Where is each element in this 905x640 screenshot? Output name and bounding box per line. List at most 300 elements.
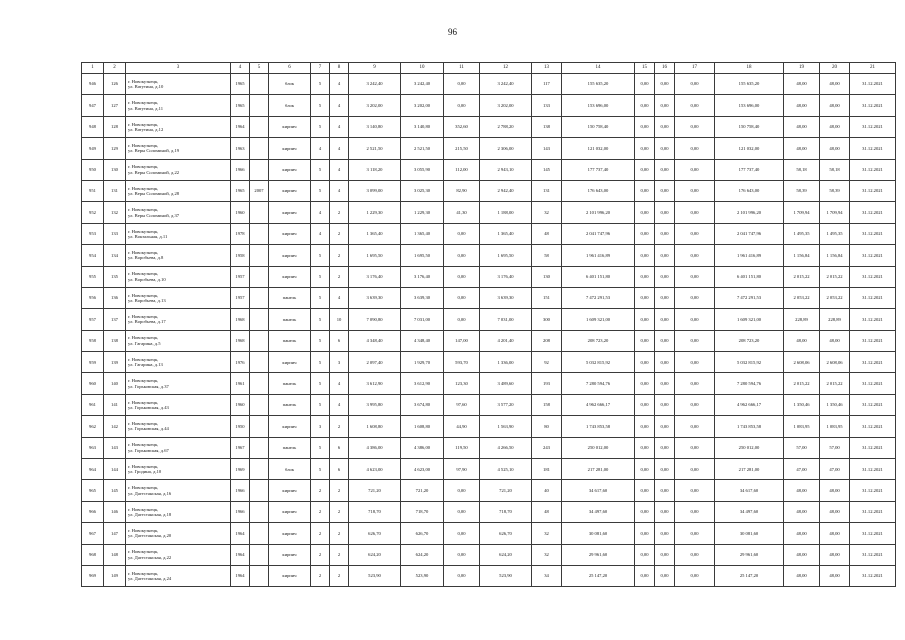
reconstruction-year-cell	[250, 159, 269, 180]
row-index-cell: 966	[82, 501, 104, 522]
residents-cell: 117	[532, 74, 562, 95]
fund-3-cell: 0,00	[675, 352, 715, 373]
unit-cost-cell: 1 709,94	[784, 202, 820, 223]
residential-area-cell: 1 188,00	[480, 202, 532, 223]
residents-cell: 34	[532, 565, 562, 586]
fund-3-cell: 0,00	[675, 523, 715, 544]
residential-area-cell: 1 563,90	[480, 416, 532, 437]
build-year-cell: 1969	[231, 459, 250, 480]
floors-cell: 4	[311, 202, 330, 223]
address-street: ул. Гагарина, д.5	[128, 340, 161, 346]
cost-cell: 29 961,60	[562, 544, 635, 565]
column-number-header: 19	[784, 63, 820, 74]
table-row	[82, 437, 896, 458]
wall-material-cell: кирпич	[269, 202, 311, 223]
unit-cost-cell: 2 015,22	[784, 266, 820, 287]
fund-1-cell: 0,00	[635, 394, 655, 415]
max-unit-cost-cell: 58,18	[820, 159, 850, 180]
fund-2-cell: 0,00	[655, 330, 675, 351]
reconstruction-year-cell	[250, 394, 269, 415]
object-number-cell: 130	[104, 159, 126, 180]
wall-material-cell: кирпич	[269, 501, 311, 522]
address-street: ул. Горьковская, д.44	[128, 426, 169, 432]
entrances-cell: 2	[330, 245, 349, 266]
object-number-cell: 143	[104, 437, 126, 458]
residential-area-cell: 2 942,40	[480, 180, 532, 201]
address-city: г. Новокузнецк,	[128, 527, 159, 533]
row-index-cell: 963	[82, 437, 104, 458]
reconstruction-year-cell	[250, 266, 269, 287]
address-cell	[126, 544, 231, 565]
total-cost-cell: 4 962 666,17	[715, 394, 784, 415]
residents-cell: 208	[532, 330, 562, 351]
fund-3-cell: 0,00	[675, 565, 715, 586]
fund-2-cell: 0,00	[655, 373, 675, 394]
address-street: ул. Веры Соломиной, д.37	[128, 212, 180, 218]
total-cost-cell: 153 696,00	[715, 95, 784, 116]
object-number-cell: 145	[104, 480, 126, 501]
column-number-header: 8	[330, 63, 349, 74]
cost-cell: 2 041 747,96	[562, 223, 635, 244]
fund-2-cell: 0,00	[655, 501, 675, 522]
object-number-cell: 136	[104, 287, 126, 308]
cost-cell: 155 635,20	[562, 74, 635, 95]
address-street: ул. Веры Соломиной, д.19	[128, 148, 180, 154]
row-index-cell: 962	[82, 416, 104, 437]
wall-material-cell: блок	[269, 74, 311, 95]
build-year-cell: 1976	[231, 352, 250, 373]
max-unit-cost-cell: 48,00	[820, 501, 850, 522]
reconstruction-year-cell	[250, 544, 269, 565]
cost-cell: 217 281,00	[562, 459, 635, 480]
unit-cost-cell: 1 495,35	[784, 223, 820, 244]
fund-2-cell: 0,00	[655, 416, 675, 437]
total-cost-cell: 5 032 815,92	[715, 352, 784, 373]
object-number-cell: 128	[104, 116, 126, 137]
residential-area-cell: 1 695,50	[480, 245, 532, 266]
page-number: 96	[448, 27, 457, 37]
plan-date-cell: 31.12.2021	[850, 416, 896, 437]
residential-area-cell: 1 336,00	[480, 352, 532, 373]
plan-date-cell: 31.12.2021	[850, 287, 896, 308]
entrances-cell: 4	[330, 138, 349, 159]
row-index-cell: 955	[82, 266, 104, 287]
entrances-cell: 2	[330, 501, 349, 522]
table-row	[82, 287, 896, 308]
max-unit-cost-cell: 1 083,95	[820, 416, 850, 437]
table-row	[82, 480, 896, 501]
non-residential-area-cell: 0,00	[444, 245, 480, 266]
fund-2-cell: 0,00	[655, 523, 675, 544]
table-row	[82, 394, 896, 415]
object-number-cell: 137	[104, 309, 126, 330]
entrances-cell: 6	[330, 437, 349, 458]
floors-cell: 5	[311, 180, 330, 201]
object-number-cell: 131	[104, 180, 126, 201]
max-unit-cost-cell: 2 015,22	[820, 266, 850, 287]
floors-cell: 2	[311, 480, 330, 501]
address-cell	[126, 287, 231, 308]
unit-cost-cell: 48,00	[784, 544, 820, 565]
plan-date-cell: 31.12.2021	[850, 245, 896, 266]
plan-date-cell: 31.12.2021	[850, 74, 896, 95]
fund-2-cell: 0,00	[655, 352, 675, 373]
area-cell: 7 031,00	[401, 309, 444, 330]
total-area-cell: 624,20	[349, 544, 401, 565]
total-cost-cell: 30 081,60	[715, 523, 784, 544]
entrances-cell: 2	[330, 202, 349, 223]
address-street: ул. Гродина, д.10	[128, 469, 162, 475]
max-unit-cost-cell: 1 350,46	[820, 394, 850, 415]
residential-area-cell: 2 943,10	[480, 159, 532, 180]
total-cost-cell: 2 041 747,96	[715, 223, 784, 244]
address-city: г. Новокузнецк,	[128, 335, 159, 341]
unit-cost-cell: 48,00	[784, 501, 820, 522]
column-number-header: 6	[269, 63, 311, 74]
total-area-cell: 3 242,40	[349, 74, 401, 95]
reconstruction-year-cell	[250, 459, 269, 480]
table-row	[82, 309, 896, 330]
address-street: ул. Веры Соломиной, д.22	[128, 169, 180, 175]
plan-date-cell: 31.12.2021	[850, 330, 896, 351]
unit-cost-cell: 228,89	[784, 309, 820, 330]
object-number-cell: 147	[104, 523, 126, 544]
residential-area-cell: 624,20	[480, 544, 532, 565]
fund-3-cell: 0,00	[675, 266, 715, 287]
object-number-cell: 133	[104, 223, 126, 244]
build-year-cell: 1968	[231, 309, 250, 330]
max-unit-cost-cell: 48,00	[820, 95, 850, 116]
wall-material-cell: кирпич	[269, 266, 311, 287]
address-street: ул. Дагестанская, д.16	[128, 490, 172, 496]
fund-2-cell: 0,00	[655, 544, 675, 565]
build-year-cell: 1960	[231, 394, 250, 415]
residential-area-cell: 3 242,40	[480, 74, 532, 95]
floors-cell: 2	[311, 501, 330, 522]
area-cell: 4 348,40	[401, 330, 444, 351]
area-cell: 3 055,90	[401, 159, 444, 180]
unit-cost-cell: 2 015,22	[784, 373, 820, 394]
fund-1-cell: 0,00	[635, 95, 655, 116]
address-cell	[126, 523, 231, 544]
fund-1-cell: 0,00	[635, 330, 655, 351]
entrances-cell: 2	[330, 523, 349, 544]
cost-cell: 1 743 853,58	[562, 416, 635, 437]
object-number-cell: 126	[104, 74, 126, 95]
fund-2-cell: 0,00	[655, 459, 675, 480]
non-residential-area-cell: 352,60	[444, 116, 480, 137]
plan-date-cell: 31.12.2021	[850, 501, 896, 522]
total-area-cell: 2 521,50	[349, 138, 401, 159]
total-area-cell: 1 365,40	[349, 223, 401, 244]
address-street: ул. Ватутина, д.10	[128, 84, 164, 90]
fund-2-cell: 0,00	[655, 309, 675, 330]
cost-cell: 7 472 291,53	[562, 287, 635, 308]
row-index-cell: 957	[82, 309, 104, 330]
floors-cell: 3	[311, 416, 330, 437]
unit-cost-cell: 48,00	[784, 523, 820, 544]
unit-cost-cell: 57,00	[784, 437, 820, 458]
area-cell: 3 242,40	[401, 74, 444, 95]
cost-cell: 1 961 416,89	[562, 245, 635, 266]
row-index-cell: 953	[82, 223, 104, 244]
address-cell	[126, 266, 231, 287]
residents-cell: 300	[532, 309, 562, 330]
residential-area-cell: 7 031,00	[480, 309, 532, 330]
non-residential-area-cell: 0,00	[444, 223, 480, 244]
floors-cell: 4	[311, 138, 330, 159]
fund-1-cell: 0,00	[635, 180, 655, 201]
address-cell	[126, 394, 231, 415]
total-area-cell: 3 140,80	[349, 116, 401, 137]
plan-date-cell: 31.12.2021	[850, 394, 896, 415]
fund-3-cell: 0,00	[675, 180, 715, 201]
total-area-cell: 3 099,00	[349, 180, 401, 201]
max-unit-cost-cell: 48,00	[820, 116, 850, 137]
fund-2-cell: 0,00	[655, 202, 675, 223]
wall-material-cell: кирпич	[269, 480, 311, 501]
address-street: ул. Дагестанская, д.22	[128, 554, 172, 560]
table-row	[82, 459, 896, 480]
address-city: г. Новокузнецк,	[128, 356, 159, 362]
residential-area-cell: 718,70	[480, 501, 532, 522]
plan-date-cell: 31.12.2021	[850, 202, 896, 223]
fund-3-cell: 0,00	[675, 437, 715, 458]
address-cell	[126, 352, 231, 373]
residents-cell: 151	[532, 287, 562, 308]
max-unit-cost-cell: 48,00	[820, 565, 850, 586]
reconstruction-year-cell	[250, 416, 269, 437]
wall-material-cell: кирпич	[269, 565, 311, 586]
wall-material-cell: панель	[269, 287, 311, 308]
address-street: ул. Горьковская, д.67	[128, 447, 169, 453]
fund-1-cell: 0,00	[635, 223, 655, 244]
residential-area-cell: 4 266,50	[480, 437, 532, 458]
max-unit-cost-cell: 1 495,35	[820, 223, 850, 244]
floors-cell: 5	[311, 95, 330, 116]
column-number-header: 21	[850, 63, 896, 74]
non-residential-area-cell: 215,50	[444, 138, 480, 159]
column-number-header: 15	[635, 63, 655, 74]
address-cell	[126, 416, 231, 437]
fund-2-cell: 0,00	[655, 565, 675, 586]
column-number-header: 12	[480, 63, 532, 74]
total-cost-cell: 150 758,40	[715, 116, 784, 137]
residential-area-cell: 3 489,60	[480, 373, 532, 394]
build-year-cell: 1957	[231, 287, 250, 308]
table-row	[82, 116, 896, 137]
fund-3-cell: 0,00	[675, 74, 715, 95]
floors-cell: 5	[311, 330, 330, 351]
residents-cell: 145	[532, 159, 562, 180]
table-row	[82, 180, 896, 201]
area-cell: 3 612,90	[401, 373, 444, 394]
fund-2-cell: 0,00	[655, 159, 675, 180]
address-city: г. Новокузнецк,	[128, 207, 159, 213]
address-city: г. Новокузнецк,	[128, 485, 159, 491]
total-area-cell: 626,70	[349, 523, 401, 544]
total-area-cell: 2 097,40	[349, 352, 401, 373]
wall-material-cell: панель	[269, 373, 311, 394]
floors-cell: 5	[311, 459, 330, 480]
address-cell	[126, 459, 231, 480]
object-number-cell: 144	[104, 459, 126, 480]
fund-2-cell: 0,00	[655, 180, 675, 201]
total-cost-cell: 1 961 416,89	[715, 245, 784, 266]
total-cost-cell: 7 472 291,53	[715, 287, 784, 308]
reconstruction-year-cell	[250, 245, 269, 266]
address-cell	[126, 437, 231, 458]
address-street: ул. Горьковская, д.43	[128, 405, 169, 411]
unit-cost-cell: 2 053,22	[784, 287, 820, 308]
residents-cell: 158	[532, 394, 562, 415]
plan-date-cell: 31.12.2021	[850, 480, 896, 501]
area-cell: 1 695,50	[401, 245, 444, 266]
unit-cost-cell: 48,00	[784, 74, 820, 95]
address-cell	[126, 480, 231, 501]
non-residential-area-cell: 593,70	[444, 352, 480, 373]
housing-registry-table-wrapper	[81, 62, 883, 587]
fund-3-cell: 0,00	[675, 287, 715, 308]
table-row	[82, 95, 896, 116]
non-residential-area-cell: 0,00	[444, 287, 480, 308]
wall-material-cell: кирпич	[269, 245, 311, 266]
table-row	[82, 330, 896, 351]
entrances-cell: 6	[330, 330, 349, 351]
max-unit-cost-cell: 1 709,94	[820, 202, 850, 223]
build-year-cell: 1965	[231, 180, 250, 201]
build-year-cell: 1957	[231, 266, 250, 287]
total-cost-cell: 25 147,20	[715, 565, 784, 586]
column-number-header: 5	[250, 63, 269, 74]
plan-date-cell: 31.12.2021	[850, 544, 896, 565]
floors-cell: 5	[311, 394, 330, 415]
reconstruction-year-cell	[250, 74, 269, 95]
floors-cell: 2	[311, 523, 330, 544]
reconstruction-year-cell	[250, 437, 269, 458]
reconstruction-year-cell	[250, 523, 269, 544]
column-number-header: 16	[655, 63, 675, 74]
floors-cell: 2	[311, 544, 330, 565]
table-row	[82, 266, 896, 287]
max-unit-cost-cell: 58,39	[820, 180, 850, 201]
row-index-cell: 956	[82, 287, 104, 308]
fund-3-cell: 0,00	[675, 544, 715, 565]
unit-cost-cell: 1 156,84	[784, 245, 820, 266]
column-number-header: 20	[820, 63, 850, 74]
plan-date-cell: 31.12.2021	[850, 523, 896, 544]
max-unit-cost-cell: 48,00	[820, 74, 850, 95]
address-street: ул. Горьковская, д.37	[128, 383, 169, 389]
address-cell	[126, 223, 231, 244]
plan-date-cell: 31.12.2021	[850, 116, 896, 137]
table-row	[82, 523, 896, 544]
non-residential-area-cell: 97,60	[444, 394, 480, 415]
address-city: г. Новокузнецк,	[128, 421, 159, 427]
non-residential-area-cell: 0,00	[444, 544, 480, 565]
table-row	[82, 565, 896, 586]
residents-cell: 32	[532, 544, 562, 565]
plan-date-cell: 31.12.2021	[850, 437, 896, 458]
floors-cell: 5	[311, 266, 330, 287]
build-year-cell: 1966	[231, 501, 250, 522]
address-cell	[126, 565, 231, 586]
address-cell	[126, 501, 231, 522]
total-area-cell: 3 176,40	[349, 266, 401, 287]
residents-cell: 32	[532, 202, 562, 223]
floors-cell: 5	[311, 373, 330, 394]
address-cell	[126, 373, 231, 394]
column-number-header: 7	[311, 63, 330, 74]
residents-cell: 133	[532, 95, 562, 116]
fund-2-cell: 0,00	[655, 266, 675, 287]
table-row	[82, 416, 896, 437]
fund-1-cell: 0,00	[635, 116, 655, 137]
address-cell	[126, 330, 231, 351]
object-number-cell: 142	[104, 416, 126, 437]
area-cell: 1 608,80	[401, 416, 444, 437]
address-city: г. Новокузнецк,	[128, 271, 159, 277]
unit-cost-cell: 58,39	[784, 180, 820, 201]
area-cell: 1 365,40	[401, 223, 444, 244]
address-city: г. Новокузнецк,	[128, 164, 159, 170]
total-area-cell: 1 229,30	[349, 202, 401, 223]
floors-cell: 5	[311, 287, 330, 308]
residents-cell: 48	[532, 501, 562, 522]
entrances-cell: 2	[330, 544, 349, 565]
total-cost-cell: 217 281,00	[715, 459, 784, 480]
residential-area-cell: 1 365,40	[480, 223, 532, 244]
plan-date-cell: 31.12.2021	[850, 309, 896, 330]
address-cell	[126, 95, 231, 116]
fund-3-cell: 0,00	[675, 373, 715, 394]
residential-area-cell: 523,90	[480, 565, 532, 586]
address-street: ул. Ватутина, д.11	[128, 105, 164, 111]
build-year-cell: 1968	[231, 330, 250, 351]
residents-cell: 80	[532, 416, 562, 437]
max-unit-cost-cell: 2 053,22	[820, 287, 850, 308]
reconstruction-year-cell	[250, 373, 269, 394]
unit-cost-cell: 48,00	[784, 565, 820, 586]
wall-material-cell: панель	[269, 394, 311, 415]
column-number-header: 9	[349, 63, 401, 74]
entrances-cell: 2	[330, 266, 349, 287]
fund-2-cell: 0,00	[655, 437, 675, 458]
residents-cell: 32	[532, 523, 562, 544]
area-cell: 2 521,50	[401, 138, 444, 159]
wall-material-cell: блок	[269, 459, 311, 480]
area-cell: 4 623,00	[401, 459, 444, 480]
table-row	[82, 202, 896, 223]
total-cost-cell: 250 012,00	[715, 437, 784, 458]
cost-cell: 1 609 321,00	[562, 309, 635, 330]
build-year-cell: 1964	[231, 523, 250, 544]
column-number-header: 2	[104, 63, 126, 74]
floors-cell: 5	[311, 245, 330, 266]
fund-3-cell: 0,00	[675, 138, 715, 159]
reconstruction-year-cell	[250, 352, 269, 373]
cost-cell: 34 497,60	[562, 501, 635, 522]
reconstruction-year-cell	[250, 202, 269, 223]
non-residential-area-cell: 0,00	[444, 523, 480, 544]
build-year-cell: 1966	[231, 480, 250, 501]
reconstruction-year-cell	[250, 223, 269, 244]
total-cost-cell: 1 609 321,00	[715, 309, 784, 330]
floors-cell: 5	[311, 159, 330, 180]
build-year-cell: 1964	[231, 116, 250, 137]
wall-material-cell: кирпич	[269, 523, 311, 544]
fund-1-cell: 0,00	[635, 309, 655, 330]
